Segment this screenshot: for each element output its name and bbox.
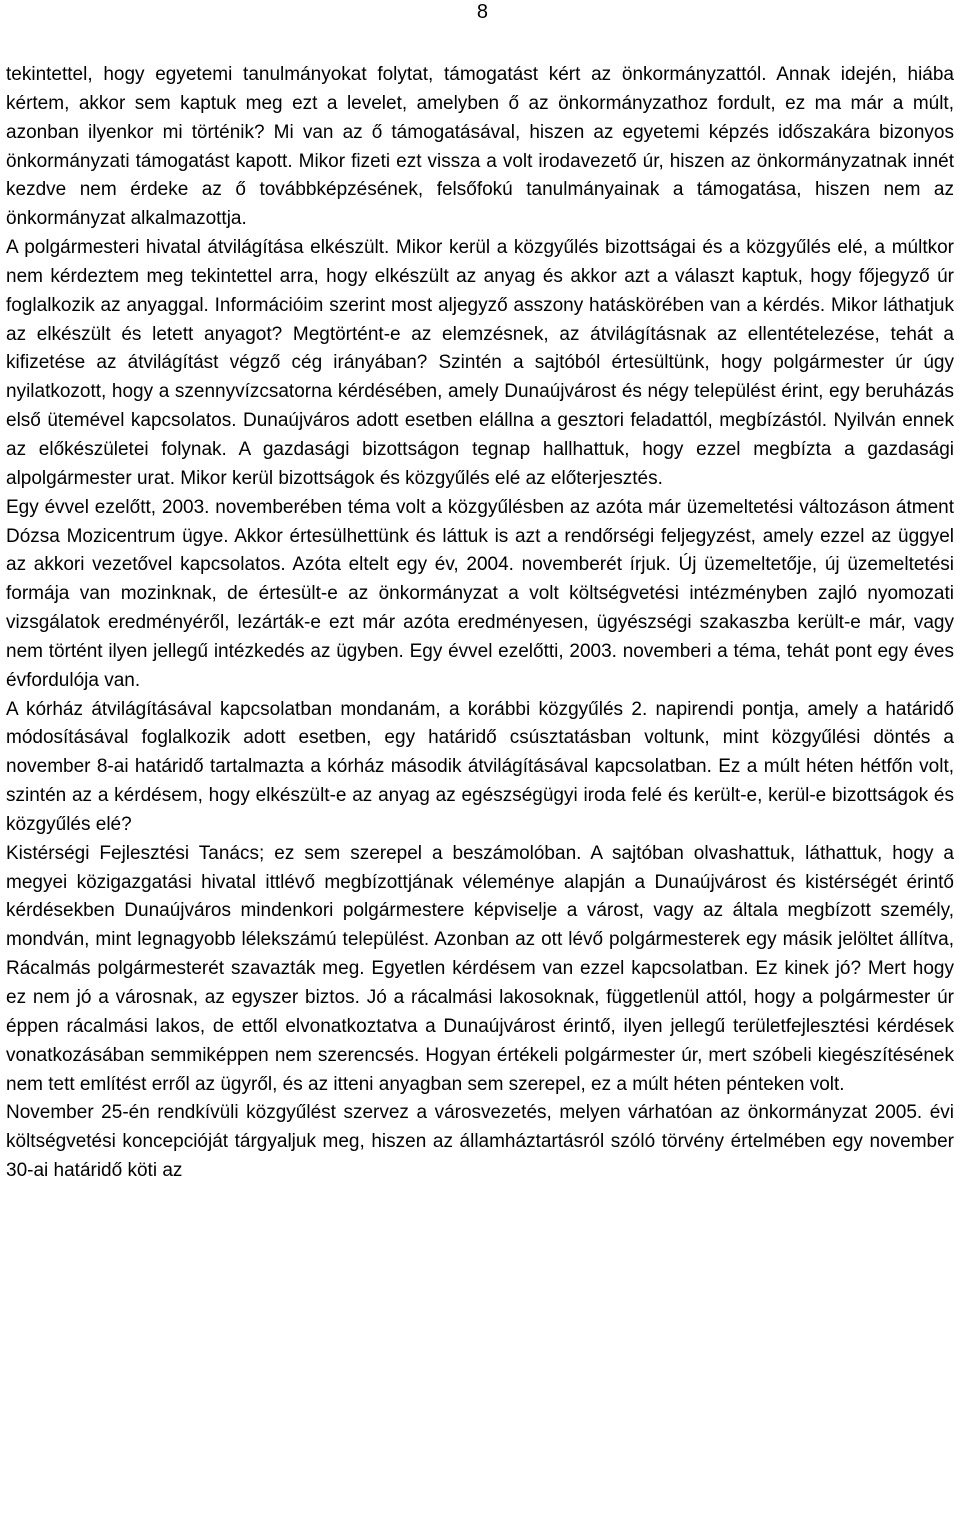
paragraph: A polgármesteri hivatal átvilágítása elkészült. Mikor kerül a közgyűlés bizottságai és a közgyűlés elé, a múltkor nem kérdeztem meg tekintettel arra, hogy elkészült az anyag és akkor azt a választ kaptuk, hogy főjegyző úr foglalkozik az anyaggal. Információim szerint most aljegyző asszony hatáskörében van a kérdés. Mikor láthatjuk az elkészült és letett anyagot? Megtörtént-e az elemzésnek, az átvilágításnak az ellentételezése, tehát a kifizetése az átvilágítást végző cég irányában? Szintén a sajtóból értesültünk, hogy polgármester úr úgy nyilatkozott, hogy a szennyvízcsatorna kérdésében, amely Dunaújvárost és négy települést érint, egy beruházás első ütemével kapcsolatos. Dunaújváros adott esetben elállna a gesztori feladattól, megbízástól. Nyilván ennek az előkészületei folynak. A gazdasági bizottságon tegnap hallhattuk, hogy ezzel megbízta a gazdasági alpolgármester urat. Mikor kerül bizottságok és közgyűlés elé az előterjesztés.: [6, 237, 954, 489]
page-number: 8: [476, 1, 488, 23]
paragraph: Kistérségi Fejlesztési Tanács; ez sem szerepel a beszámolóban. A sajtóban olvashattuk, láthattuk, hogy a megyei közigazgatási hivatal ittlévő megbízottjának véleménye alapján a Dunaújvárost és kistérségét érintő kérdésekben Dunaújváros mindenkori polgármestere képviselje a várost, vagy az általa megbízott személy, mondván, mint legnagyobb lélekszámú települést. Azonban az ott lévő polgármesterek egy másik jelöltet állítva, Rácalmás polgármesterét szavazták meg. Egyetlen kérdésem van ezzel kapcsolatban. Ez kinek jó? Mert hogy ez nem jó a városnak, az egyszer biztos. Jó a rácalmási lakosoknak, függetlenül attól, hogy a polgármester úr éppen rácalmási lakos, de ettől elvonatkoztatva a Dunaújvárost érintő, ilyen jellegű területfejlesztési kérdések vonatkozásában semmiképpen nem szerencsés. Hogyan értékeli polgármester úr, mert szóbeli kiegészítésének nem tett említést erről az ügyről, és az itteni anyagban sem szerepel, ez a múlt héten pénteken volt.: [6, 842, 954, 1095]
paragraph: Egy évvel ezelőtt, 2003. novemberében téma volt a közgyűlésben az azóta már üzemeltetési változáson átment Dózsa Mozicentrum ügye. Akkor értesülhettünk és láttuk is azt a rendőrségi feljegyzést, amely ezzel az üggyel az akkori vezetővel kapcsolatos. Azóta eltelt egy év, 2004. novemberét írjuk. Új üzemeltetője, új üzemeltetési formája van mozinknak, de értesült-e az önkormányzat a volt költségvetési intézményben zajló nyomozati vizsgálatok eredményéről, lezárták-e ezt már azóta eredményesen, ügyészségi szakaszba került-e már, vagy nem történt ilyen jellegű intézkedés az ügyben. Egy évvel ezelőtti, 2003. novemberi a téma, tehát pont egy éves évfordulója van.: [6, 496, 954, 691]
document-body: [6, 61, 954, 1186]
paragraph: A kórház átvilágításával kapcsolatban mondanám, a korábbi közgyűlés 2. napirendi pontja, amely a határidő módosításával foglalkozik adott esetben, egy határidő csúsztatásban voltunk, mint közgyűlési döntés a november 8-ai határidő tartalmazta a kórház második átvilágításával kapcsolatban. Ez a múlt héten hétfőn volt, szintén az a kérdésem, hogy elkészült-e az anyag az egészségügyi iroda felé és került-e, kerül-e bizottságok és közgyűlés elé?: [6, 698, 954, 835]
paragraph: tekintettel, hogy egyetemi tanulmányokat folytat, támogatást kért az önkormányzattól. Annak idején, hiába kértem, akkor sem kaptuk meg ezt a levelet, amelyben ő az önkormányzathoz fordult, ez ma már a múlt, azonban ilyenkor mi történik? Mi van az ő támogatásával, hiszen az egyetemi képzés időszakára bizonyos önkormányzati támogatást kapott. Mikor fizeti ezt vissza a volt irodavezető úr, hiszen az önkormányzatnak innét kezdve nem érdeke az ő továbbképzésének, felsőfokú tanulmányainak a támogatása, hiszen nem az önkormányzat alkalmazottja.: [6, 64, 954, 230]
paragraph: November 25-én rendkívüli közgyűlést szervez a városvezetés, melyen várhatóan az önkormányzat 2005. évi költségvetési koncepcióját tárgyaljuk meg, hiszen az államháztartásról szóló törvény értelmében egy november 30-ai határidő köti az: [6, 1102, 954, 1182]
